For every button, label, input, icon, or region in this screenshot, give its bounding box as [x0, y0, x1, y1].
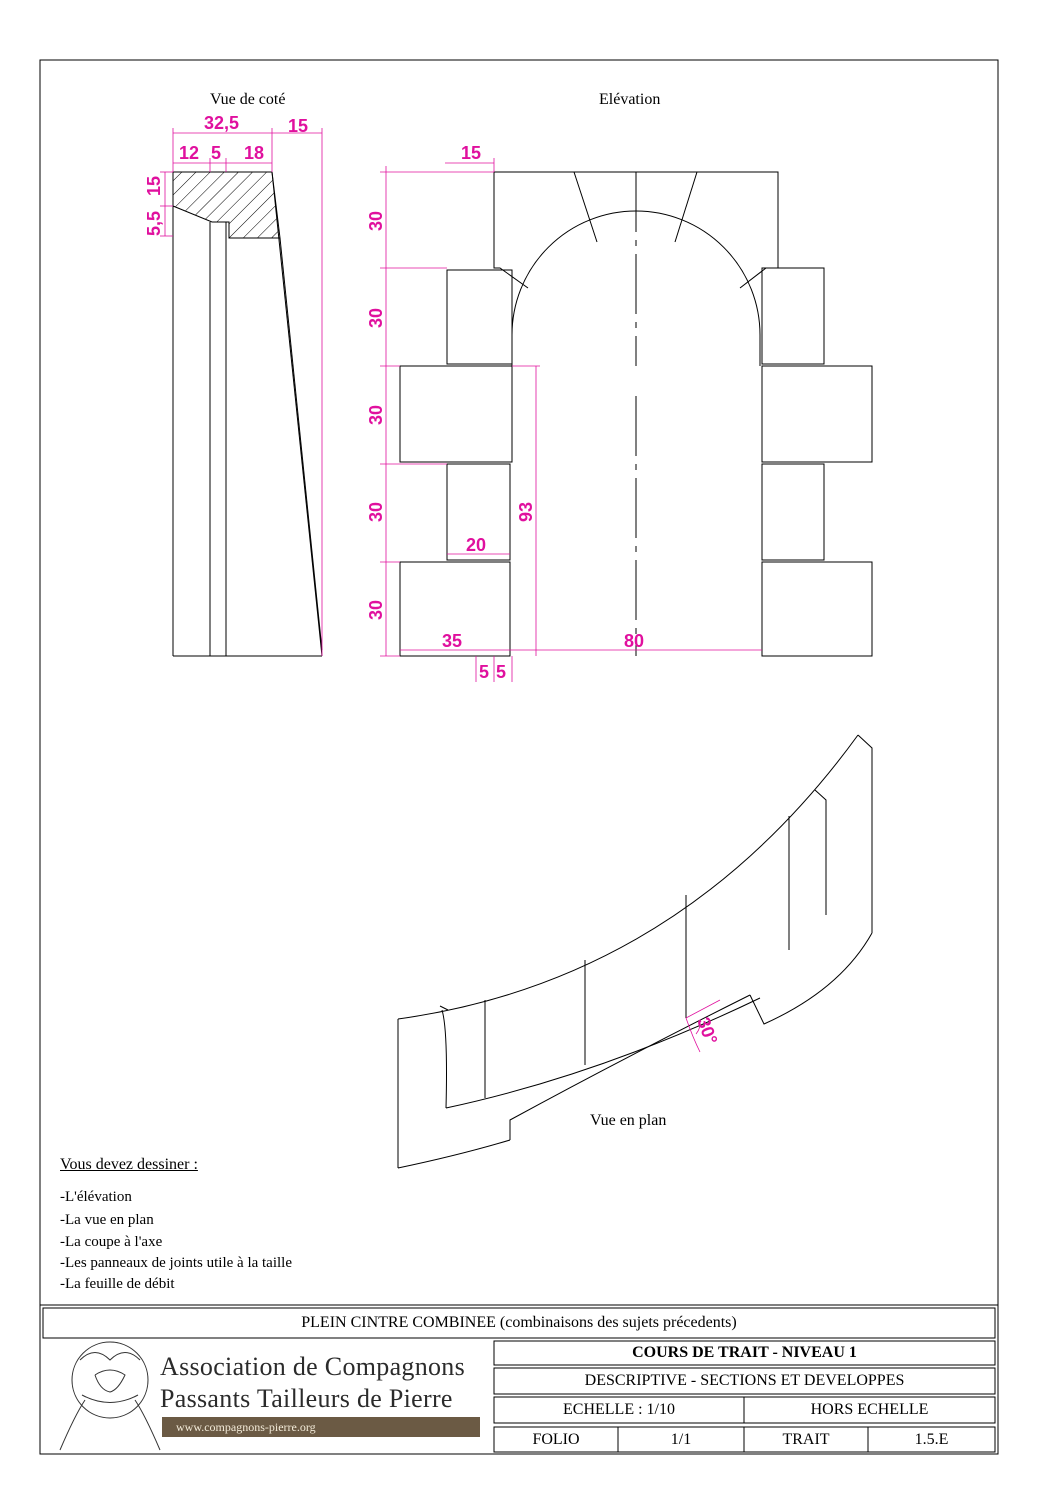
- side-view: [173, 172, 322, 656]
- dim-side-top-c: 18: [244, 143, 265, 163]
- course-title: COURS DE TRAIT - NIVEAU 1: [632, 1344, 857, 1361]
- dim-side-top-b: 5: [211, 143, 222, 163]
- elevation-dimensions: [380, 158, 762, 682]
- logo-url[interactable]: www.compagnons-pierre.org: [162, 1417, 480, 1437]
- folio-label: FOLIO: [532, 1430, 580, 1448]
- dim-elev-course-2: 30: [366, 307, 386, 328]
- logo-line-1: Association de Compagnons: [160, 1352, 466, 1381]
- dim-elev-course-5: 30: [366, 599, 386, 620]
- logo-line-2: Passants Tailleurs de Pierre: [160, 1384, 453, 1413]
- elevation-title: Elévation: [599, 91, 661, 108]
- logo-emblem: [60, 1342, 160, 1450]
- instruction-item: -Les panneaux de joints utile à la taille: [60, 1255, 293, 1271]
- dim-side-top-a: 12: [179, 143, 200, 163]
- dim-elev-top: 15: [461, 143, 482, 163]
- dim-elev-rebate-b: 5: [496, 662, 507, 682]
- instructions-heading: Vous devez dessiner :: [60, 1156, 198, 1173]
- dim-elev-rebate-a: 5: [479, 662, 490, 682]
- folio-value: 1/1: [670, 1430, 692, 1448]
- sheet-border: [40, 60, 998, 1454]
- dim-elev-course-3: 30: [366, 404, 386, 425]
- instruction-item: -L'élévation: [60, 1189, 132, 1205]
- scale-value: ECHELLE : 1/10: [563, 1401, 675, 1418]
- instruction-item: -La feuille de débit: [60, 1276, 175, 1292]
- dim-elev-opening-height: 93: [516, 501, 536, 522]
- dim-elev-course-1: 30: [366, 210, 386, 231]
- scale-note: HORS ECHELLE: [810, 1401, 929, 1418]
- instruction-item: -La coupe à l'axe: [60, 1234, 163, 1250]
- course-type: DESCRIPTIVE - SECTIONS ET DEVELOPPES: [584, 1372, 905, 1389]
- dim-elev-course-4: 30: [366, 501, 386, 522]
- trait-label: TRAIT: [782, 1430, 830, 1448]
- dim-elev-base-width: 35: [442, 631, 463, 651]
- dim-side-top-right: 15: [288, 116, 309, 136]
- dim-elev-opening-width: 80: [624, 631, 645, 651]
- elevation: [400, 172, 872, 656]
- dim-side-left-b: 5,5: [144, 210, 164, 236]
- plan-view-title: Vue en plan: [590, 1112, 667, 1129]
- side-view-title: Vue de coté: [210, 91, 286, 108]
- dim-side-left-a: 15: [144, 175, 164, 196]
- dim-plan-angle: 30°: [693, 1014, 722, 1047]
- trait-value: 1.5.E: [914, 1430, 949, 1448]
- subject-title: PLEIN CINTRE COMBINEE (combinaisons des sujets précedents): [301, 1314, 737, 1331]
- dim-side-top-total: 32,5: [204, 113, 240, 133]
- plan-view: [398, 735, 872, 1168]
- dim-elev-step: 20: [466, 535, 487, 555]
- instruction-item: -La vue en plan: [60, 1212, 154, 1228]
